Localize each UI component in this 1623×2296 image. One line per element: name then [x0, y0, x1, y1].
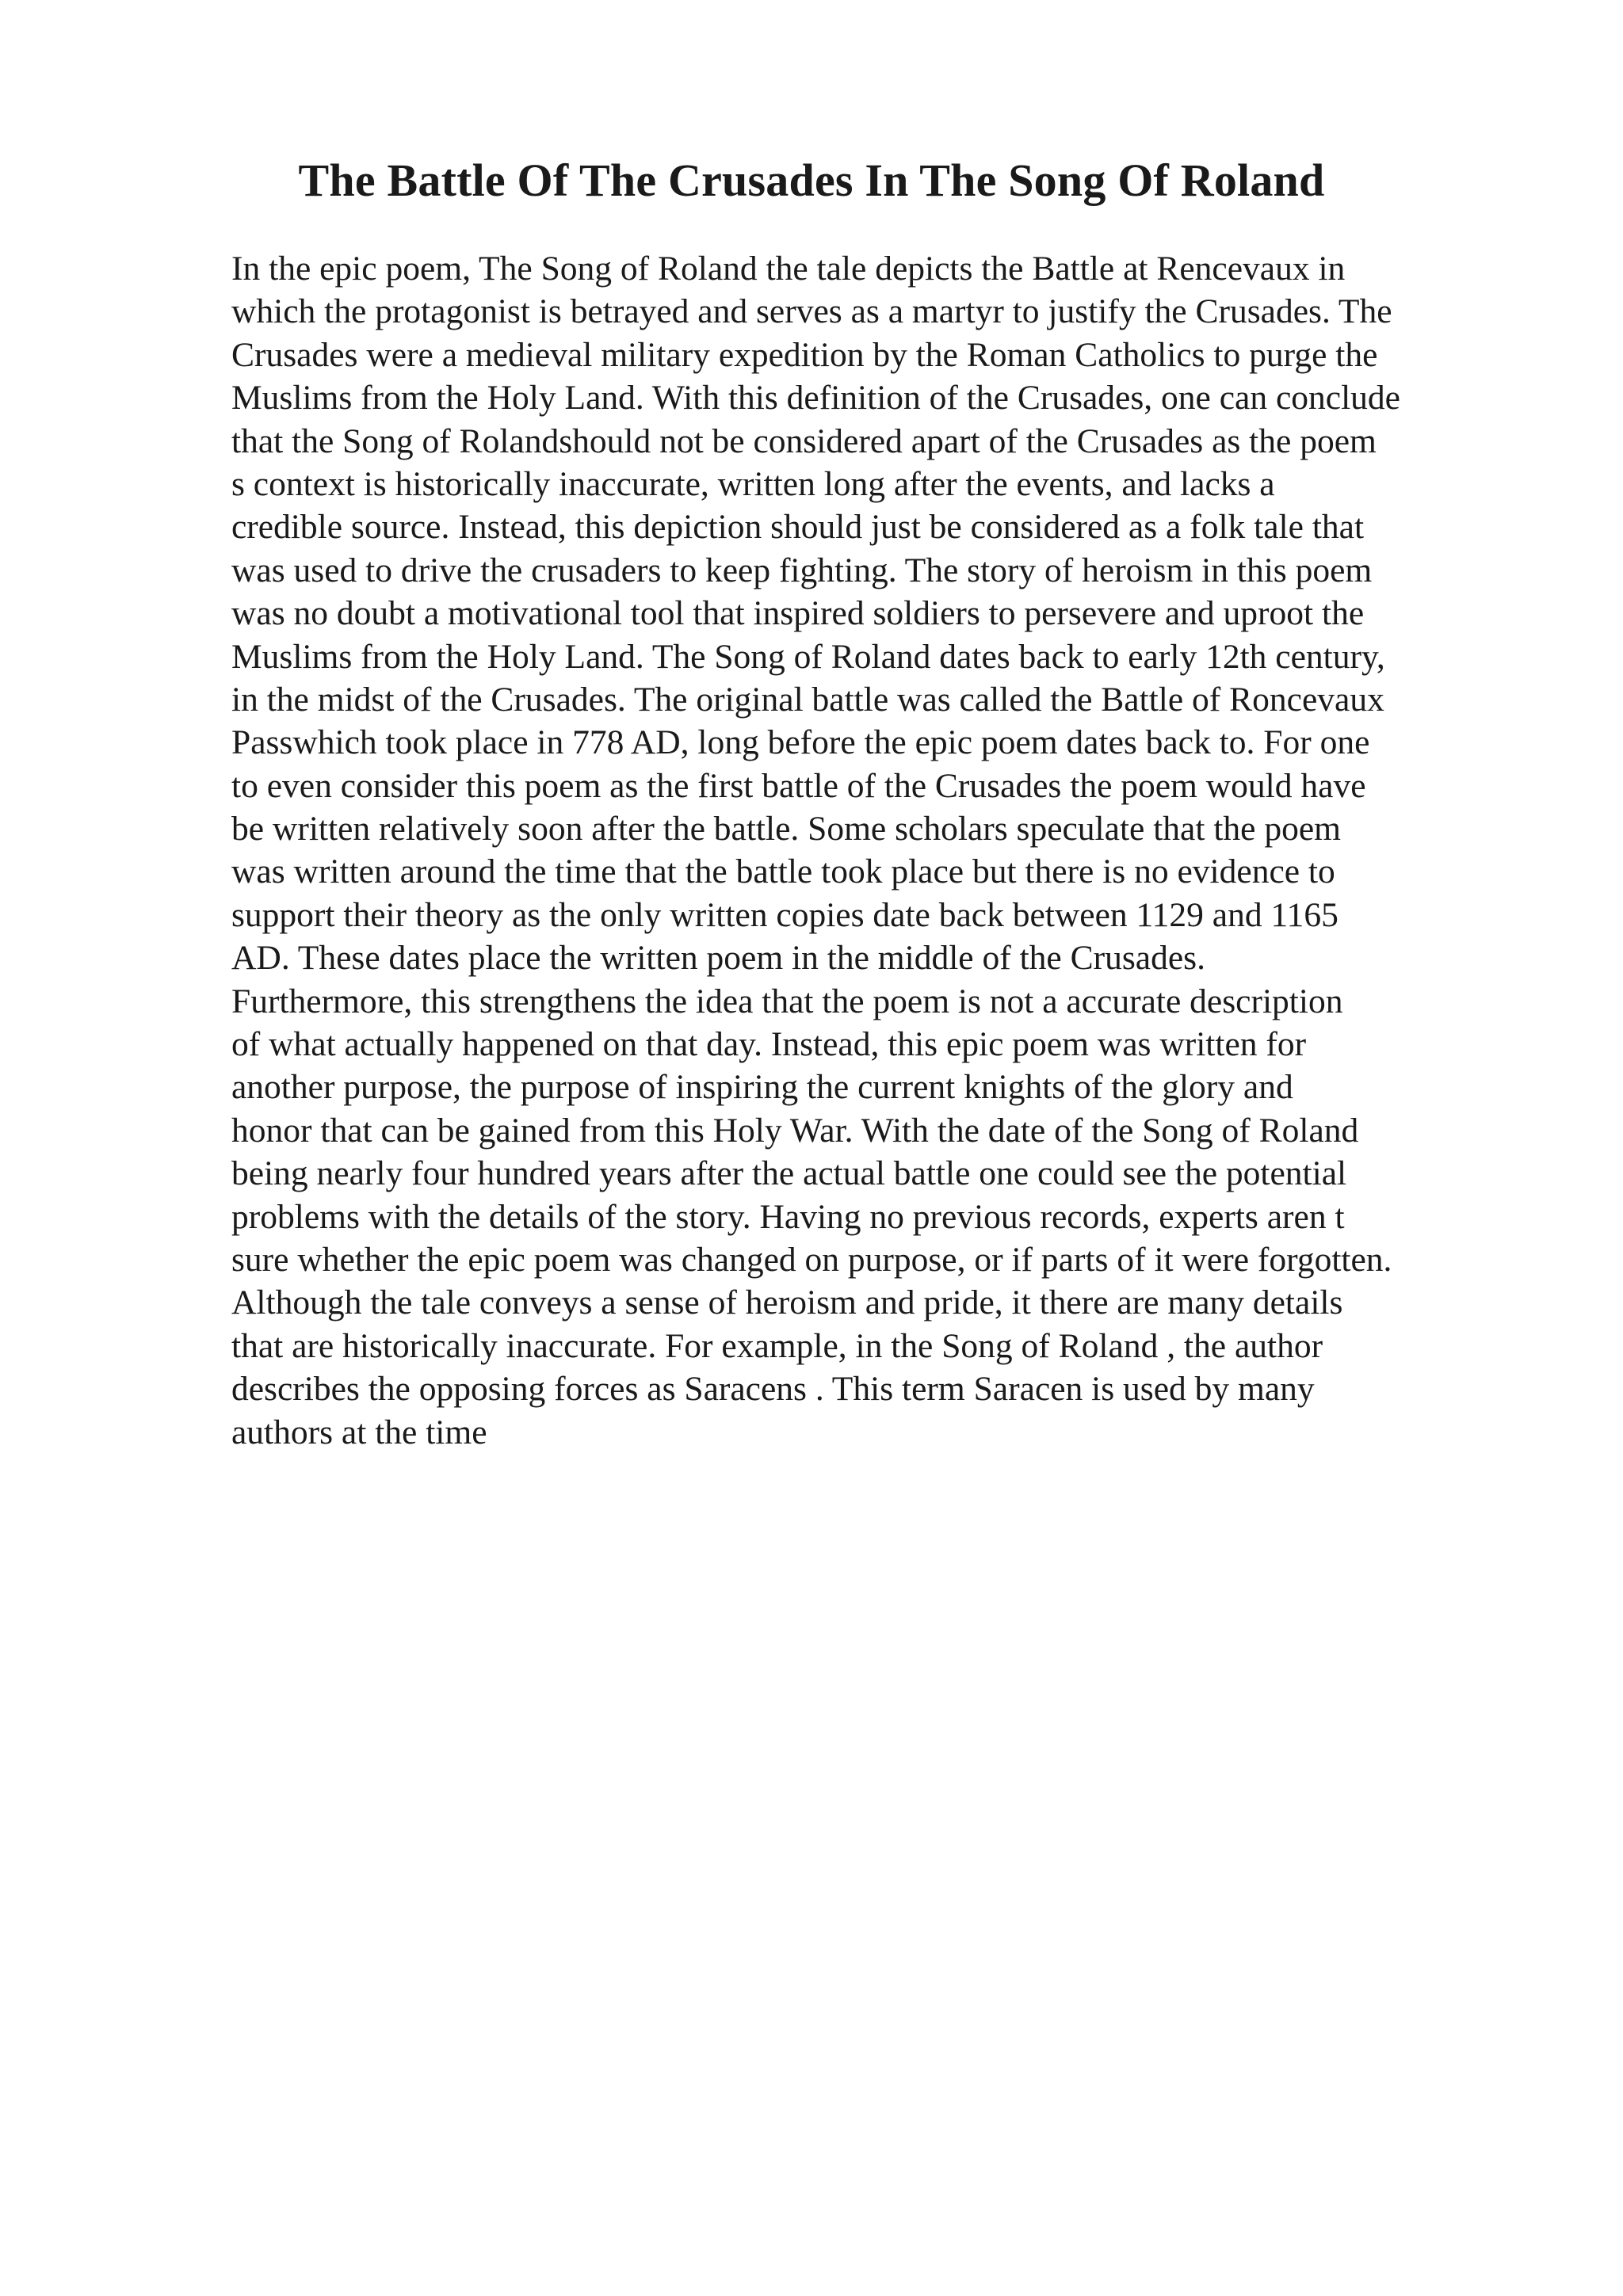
- body-line: of what actually happened on that day. Instead, this epic poem was written for: [231, 1025, 1307, 1064]
- document-title: The Battle Of The Crusades In The Song Of Roland: [298, 154, 1325, 206]
- body-line: another purpose, the purpose of inspiring the current knights of the glory and: [231, 1068, 1293, 1107]
- body-line: sure whether the epic poem was changed on purpose, or if parts of it were forgotten.: [231, 1240, 1392, 1279]
- body-line: AD. These dates place the written poem in the middle of the Crusades.: [231, 939, 1205, 978]
- body-line: s context is historically inaccurate, written long after the events, and lacks a: [231, 464, 1275, 503]
- body-line: in the midst of the Crusades. The original battle was called the Battle of Roncevaux: [231, 680, 1384, 719]
- body-line: Muslims from the Holy Land. With this definition of the Crusades, one can conclude: [231, 379, 1400, 418]
- body-line: that are historically inaccurate. For example, in the Song of Roland , the author: [231, 1326, 1323, 1365]
- body-line: to even consider this poem as the first battle of the Crusades the poem would have: [231, 766, 1366, 805]
- body-line: was used to drive the crusaders to keep fighting. The story of heroism in this poem: [231, 551, 1373, 589]
- body-line: be written relatively soon after the battle. Some scholars speculate that the poem: [231, 810, 1341, 849]
- body-line: support their theory as the only written copies date back between 1129 and 1165: [231, 895, 1338, 934]
- body-line: Passwhich took place in 778 AD, long before the epic poem dates back to. For one: [231, 723, 1370, 762]
- document-body: [231, 247, 1499, 1454]
- body-line: was written around the time that the battle took place but there is no evidence to: [231, 852, 1335, 891]
- body-line: credible source. Instead, this depiction should just be considered as a folk tale that: [231, 508, 1365, 547]
- body-line: Although the tale conveys a sense of heroism and pride, it there are many details: [231, 1283, 1343, 1322]
- body-line: describes the opposing forces as Saracens . This term Saracen is used by many: [231, 1370, 1315, 1409]
- body-line: Muslims from the Holy Land. The Song of Roland dates back to early 12th century,: [231, 637, 1385, 676]
- body-line: Crusades were a medieval military expedition by the Roman Catholics to purge the: [231, 335, 1378, 374]
- body-line: Furthermore, this strengthens the idea that the poem is not a accurate description: [231, 982, 1343, 1020]
- body-line: problems with the details of the story. Having no previous records, experts aren t: [231, 1197, 1345, 1236]
- body-line: that the Song of Rolandshould not be considered apart of the Crusades as the poem: [231, 421, 1377, 460]
- body-line: In the epic poem, The Song of Roland the tale depicts the Battle at Rencevaux in: [231, 250, 1346, 288]
- body-line: being nearly four hundred years after the actual battle one could see the potential: [231, 1154, 1347, 1193]
- body-line: which the protagonist is betrayed and serves as a martyr to justify the Crusades. The: [231, 292, 1392, 331]
- body-line: authors at the time: [231, 1413, 487, 1451]
- body-line: honor that can be gained from this Holy War. With the date of the Song of Roland: [231, 1111, 1359, 1150]
- body-line: was no doubt a motivational tool that inspired soldiers to persevere and uproot the: [231, 594, 1365, 633]
